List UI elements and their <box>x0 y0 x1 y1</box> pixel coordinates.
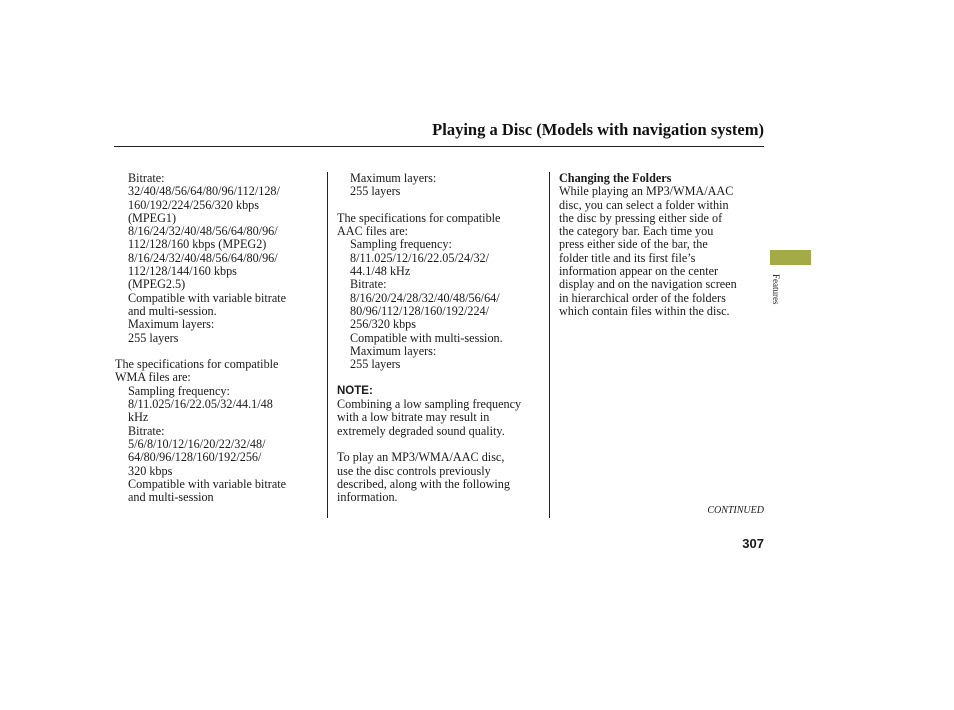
text-line: 8/16/24/32/40/48/56/64/80/96/ <box>128 250 278 265</box>
column-2 <box>337 172 542 504</box>
text-line: 255 layers <box>128 330 179 345</box>
text-line: the disc by pressing either side of <box>559 210 723 225</box>
text-line: Bitrate: <box>128 171 165 185</box>
column-divider-2 <box>549 172 550 518</box>
text-line: 64/80/96/128/160/192/256/ <box>128 450 262 465</box>
text-line: Sampling frequency: <box>350 237 452 252</box>
text-line: To play an MP3/WMA/AAC disc, <box>337 450 505 465</box>
text-line: Maximum layers: <box>350 343 437 358</box>
text-line: 112/128/160 kbps (MPEG2) <box>128 237 267 252</box>
text-line: information appear on the center <box>559 264 719 279</box>
paragraph-gap <box>337 371 542 384</box>
text-line: Maximum layers: <box>128 317 215 332</box>
text-line: WMA files are: <box>115 370 191 385</box>
text-line: 160/192/224/256/320 kbps <box>128 197 260 212</box>
text-line: (MPEG1) <box>128 210 177 225</box>
section-tab <box>770 250 811 265</box>
text-line: 255 layers <box>350 357 401 372</box>
text-line: and multi-session. <box>128 303 217 318</box>
text-line: extremely degraded sound quality. <box>337 423 505 438</box>
text-line: folder title and its first file’s <box>559 250 696 265</box>
column-3 <box>559 172 764 318</box>
text-line: Sampling frequency: <box>128 383 230 398</box>
text-line: 80/96/112/128/160/192/224/ <box>350 303 490 318</box>
page-title: Playing a Disc (Models with navigation system) <box>432 120 764 139</box>
continued-label: CONTINUED <box>707 505 764 516</box>
text-line: disc, you can select a folder within <box>559 197 729 212</box>
text-line: 112/128/144/160 kbps <box>128 264 237 279</box>
text-line: 255 layers <box>350 184 401 199</box>
text-line: Compatible with multi-session. <box>350 330 503 345</box>
text-line: Compatible with variable bitrate <box>128 476 287 491</box>
text-line: 8/16/20/24/28/32/40/48/56/64/ <box>350 290 500 305</box>
text-line: display and on the navigation screen <box>559 277 737 292</box>
column-divider-1 <box>327 172 328 518</box>
text-line: 44.1/48 kHz <box>350 264 411 279</box>
text-line: Bitrate: <box>350 277 387 292</box>
paragraph-gap <box>115 345 323 358</box>
text-line: Bitrate: <box>128 423 165 438</box>
text-line: kHz <box>128 410 149 425</box>
column-1 <box>115 172 323 504</box>
page-number: 307 <box>742 536 764 551</box>
text-line: While playing an MP3/WMA/AAC <box>559 184 734 199</box>
text-line: in hierarchical order of the folders <box>559 290 726 305</box>
text-line: 5/6/8/10/12/16/20/22/32/48/ <box>128 436 266 451</box>
text-line: information. <box>337 490 398 505</box>
text-line: press either side of the bar, the <box>559 237 708 252</box>
text-line: 320 kbps <box>128 463 173 478</box>
text-line: and multi-session <box>128 490 214 505</box>
text-line: use the disc controls previously <box>337 463 491 478</box>
text-line: AAC files are: <box>337 224 409 239</box>
text-line: 256/320 kbps <box>350 317 417 332</box>
text-line: with a low bitrate may result in <box>337 410 490 425</box>
note-heading: NOTE: <box>337 384 373 397</box>
text-line: the category bar. Each time you <box>559 224 714 239</box>
text-line: 8/16/24/32/40/48/56/64/80/96/ <box>128 224 278 239</box>
text-line: 8/11.025/12/16/22.05/24/32/ <box>350 250 490 265</box>
text-line: Combining a low sampling frequency <box>337 397 522 412</box>
paragraph-gap <box>337 438 542 451</box>
text-line: which contain files within the disc. <box>559 303 730 318</box>
text-line: Compatible with variable bitrate <box>128 290 287 305</box>
text-line: (MPEG2.5) <box>128 277 186 292</box>
text-line: 8/11.025/16/22.05/32/44.1/48 <box>128 397 273 412</box>
text-line: described, along with the following <box>337 476 510 491</box>
text-line: 32/40/48/56/64/80/96/112/128/ <box>128 184 280 199</box>
text-line: The specifications for compatible <box>337 210 501 225</box>
paragraph-gap <box>337 199 542 212</box>
header-rule <box>114 146 764 147</box>
text-line: The specifications for compatible <box>115 357 279 372</box>
text-line: Maximum layers: <box>350 171 437 185</box>
section-heading: Changing the Folders <box>559 171 672 185</box>
